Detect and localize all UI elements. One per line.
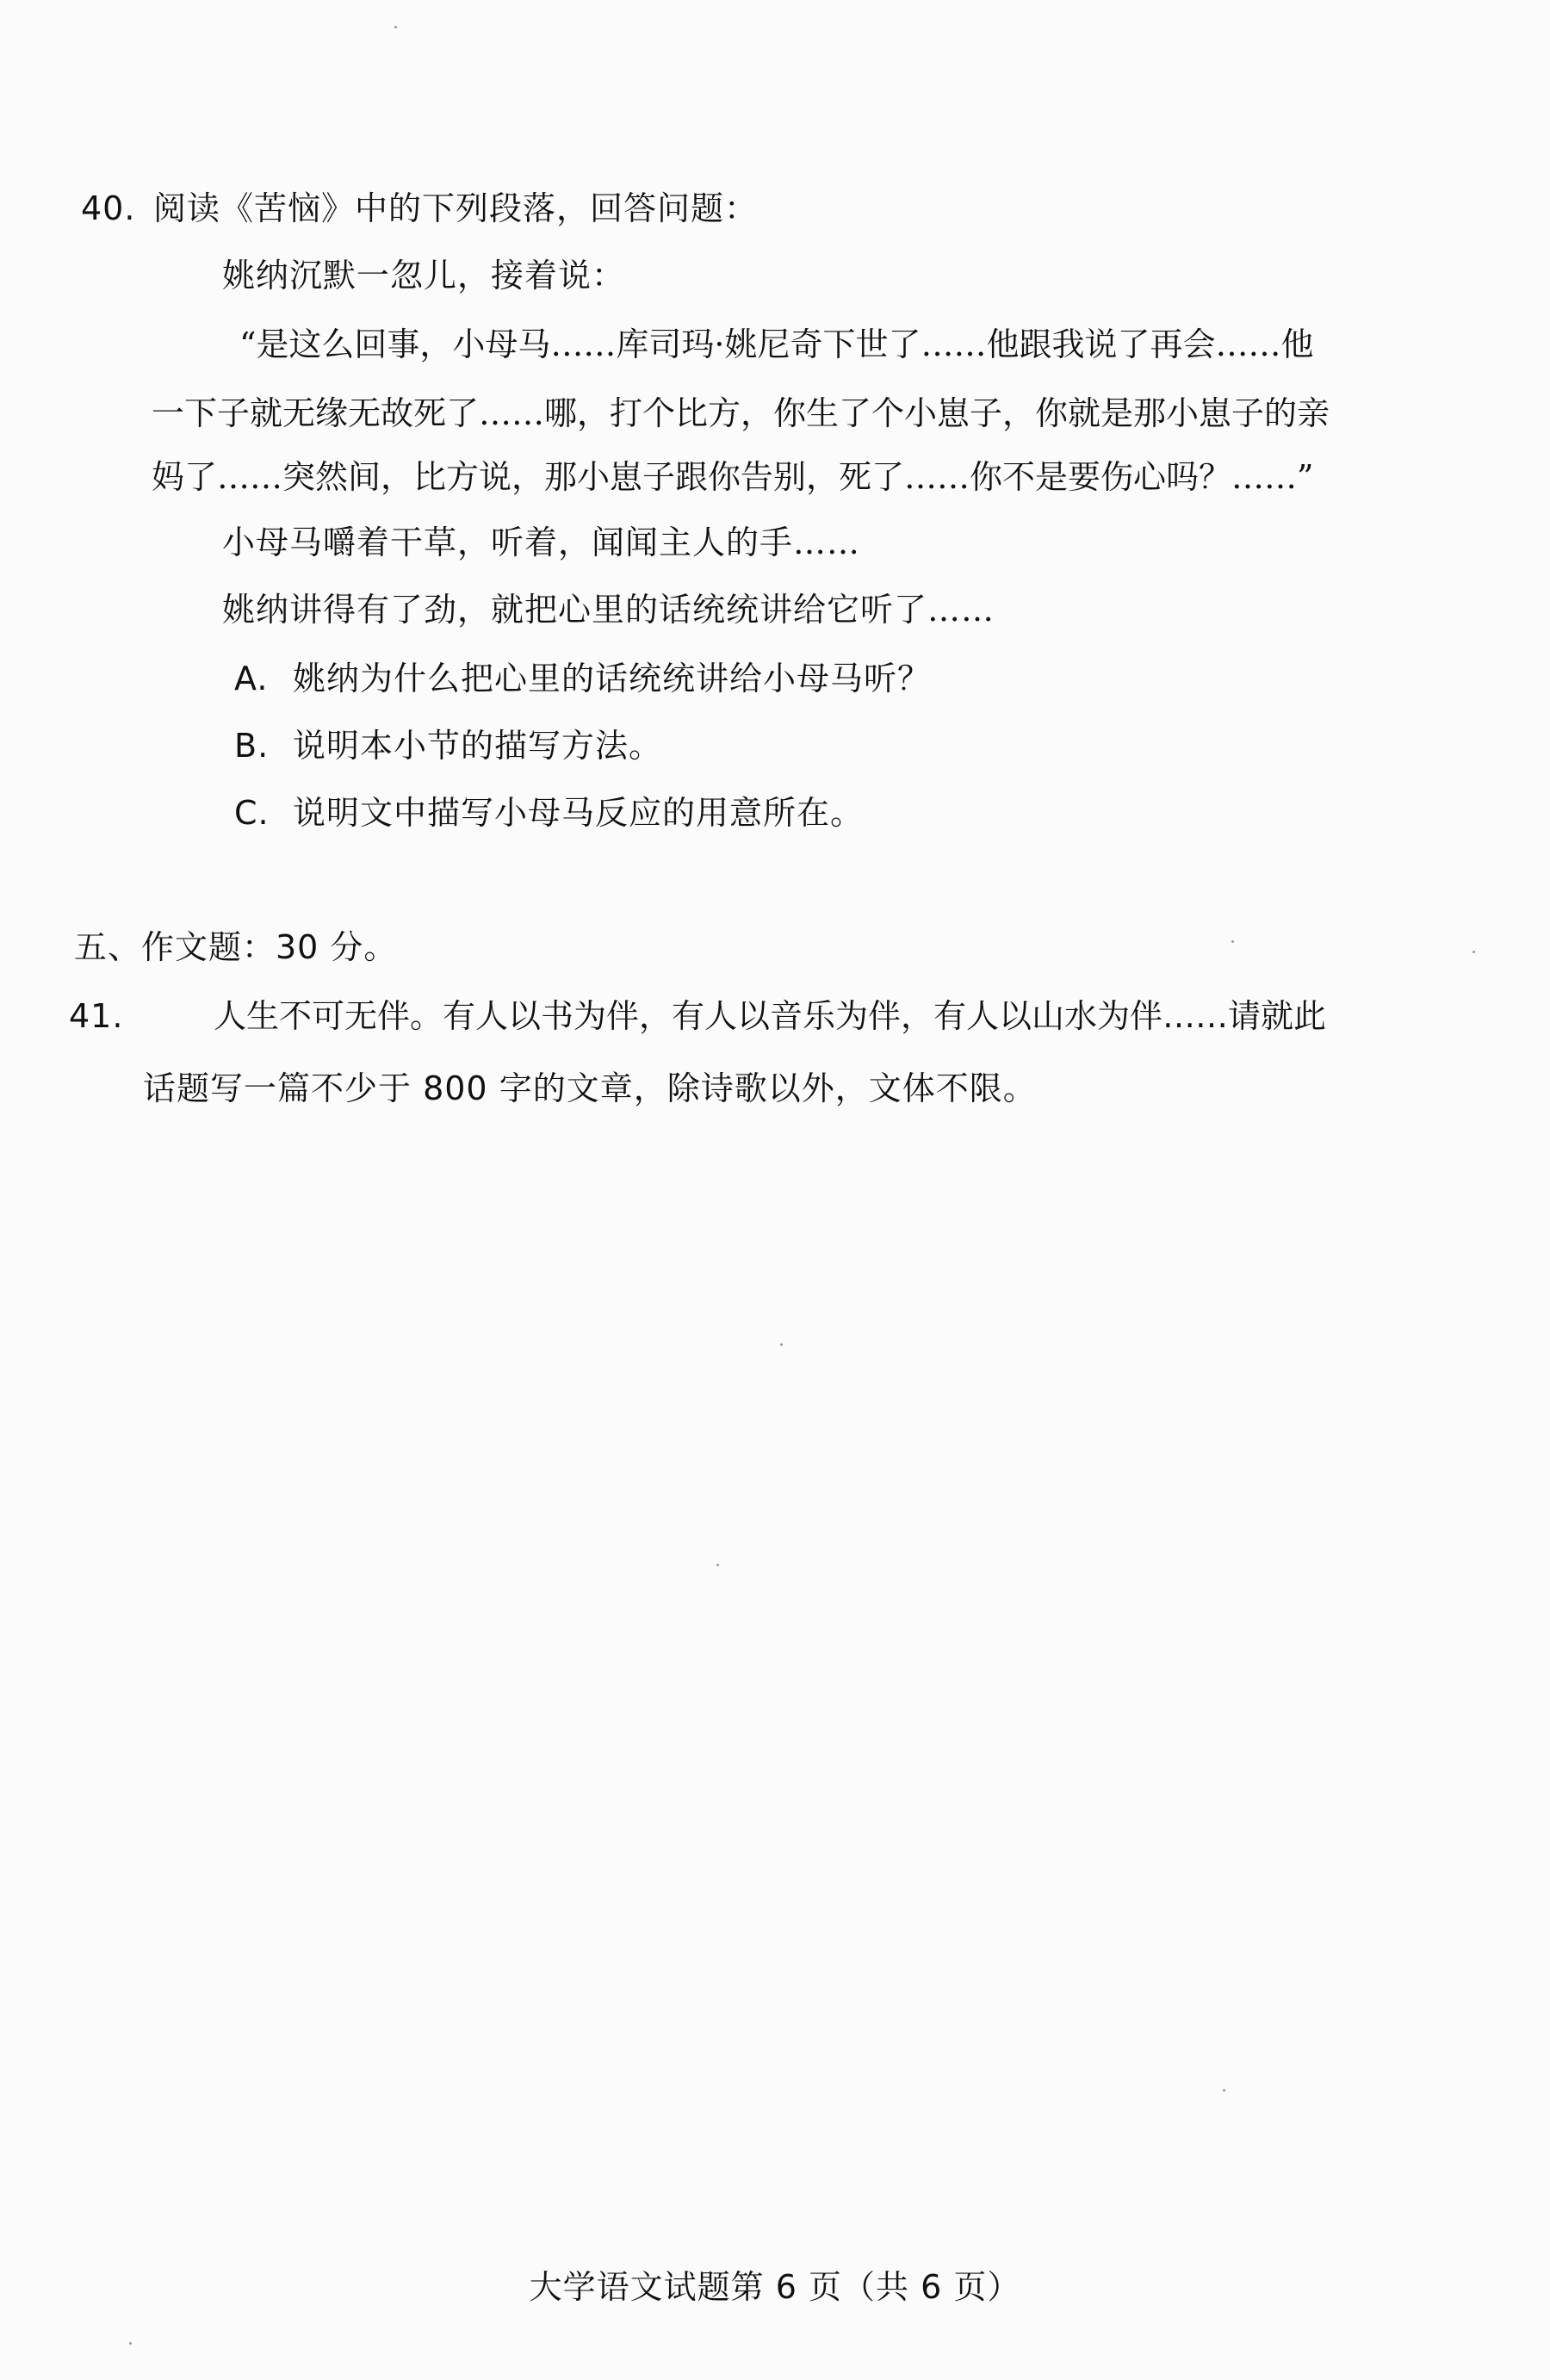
sub-question-text: 说明本小节的描写方法。 (293, 727, 663, 765)
question-41-line-1 (69, 995, 1326, 1037)
sub-question-a (234, 658, 931, 699)
scan-speck (1472, 951, 1475, 953)
question-40-prompt-line (81, 188, 758, 229)
sub-question-c (234, 792, 864, 834)
passage-line-4: 妈了……突然间，比方说，那小崽子跟你告别，死了……你不是要伤心吗？……” (152, 458, 1314, 496)
passage-line-3: 一下子就无缘无故死了……哪，打个比方，你生了个小崽子，你就是那小崽子的亲 (152, 394, 1330, 432)
scan-speck (129, 2342, 132, 2345)
scan-speck (1223, 2089, 1225, 2092)
page-footer: 大学语文试题第 6 页（共 6 页） (529, 2268, 1021, 2306)
passage-line-1: 姚纳沉默一忽儿，接着说： (222, 257, 626, 294)
sub-question-b (234, 725, 662, 766)
question-41-line-2: 话题写一篇不少于 800 字的文章，除诗歌以外，文体不限。 (143, 1069, 1037, 1107)
section-5-heading: 五、作文题：30 分。 (74, 928, 398, 966)
question-number: 41. (69, 997, 124, 1035)
sub-question-label: C. (234, 794, 270, 832)
sub-question-label: B. (234, 727, 270, 765)
scan-speck (1231, 940, 1234, 943)
question-prompt: 阅读《苦恼》中的下列段落，回答问题： (153, 189, 759, 227)
sub-question-text: 说明文中描写小母马反应的用意所在。 (293, 794, 865, 832)
passage-line-6: 姚纳讲得有了劲，就把心里的话统统讲给它听了…… (222, 591, 995, 629)
question-41-text-line-1: 人生不可无伴。有人以书为伴，有人以音乐为伴，有人以山水为伴……请就此 (214, 997, 1327, 1035)
scan-speck (394, 26, 397, 28)
question-number: 40. (81, 189, 136, 227)
sub-question-text: 姚纳为什么把心里的话统统讲给小母马听？ (293, 660, 932, 697)
scan-speck (780, 1343, 783, 1346)
passage-line-2: “是这么回事，小母马……库司玛·姚尼奇下世了……他跟我说了再会……他 (239, 325, 1314, 363)
passage-line-5: 小母马嚼着干草，听着，闻闻主人的手…… (222, 524, 861, 561)
scan-speck (716, 1564, 719, 1566)
sub-question-label: A. (234, 660, 269, 697)
